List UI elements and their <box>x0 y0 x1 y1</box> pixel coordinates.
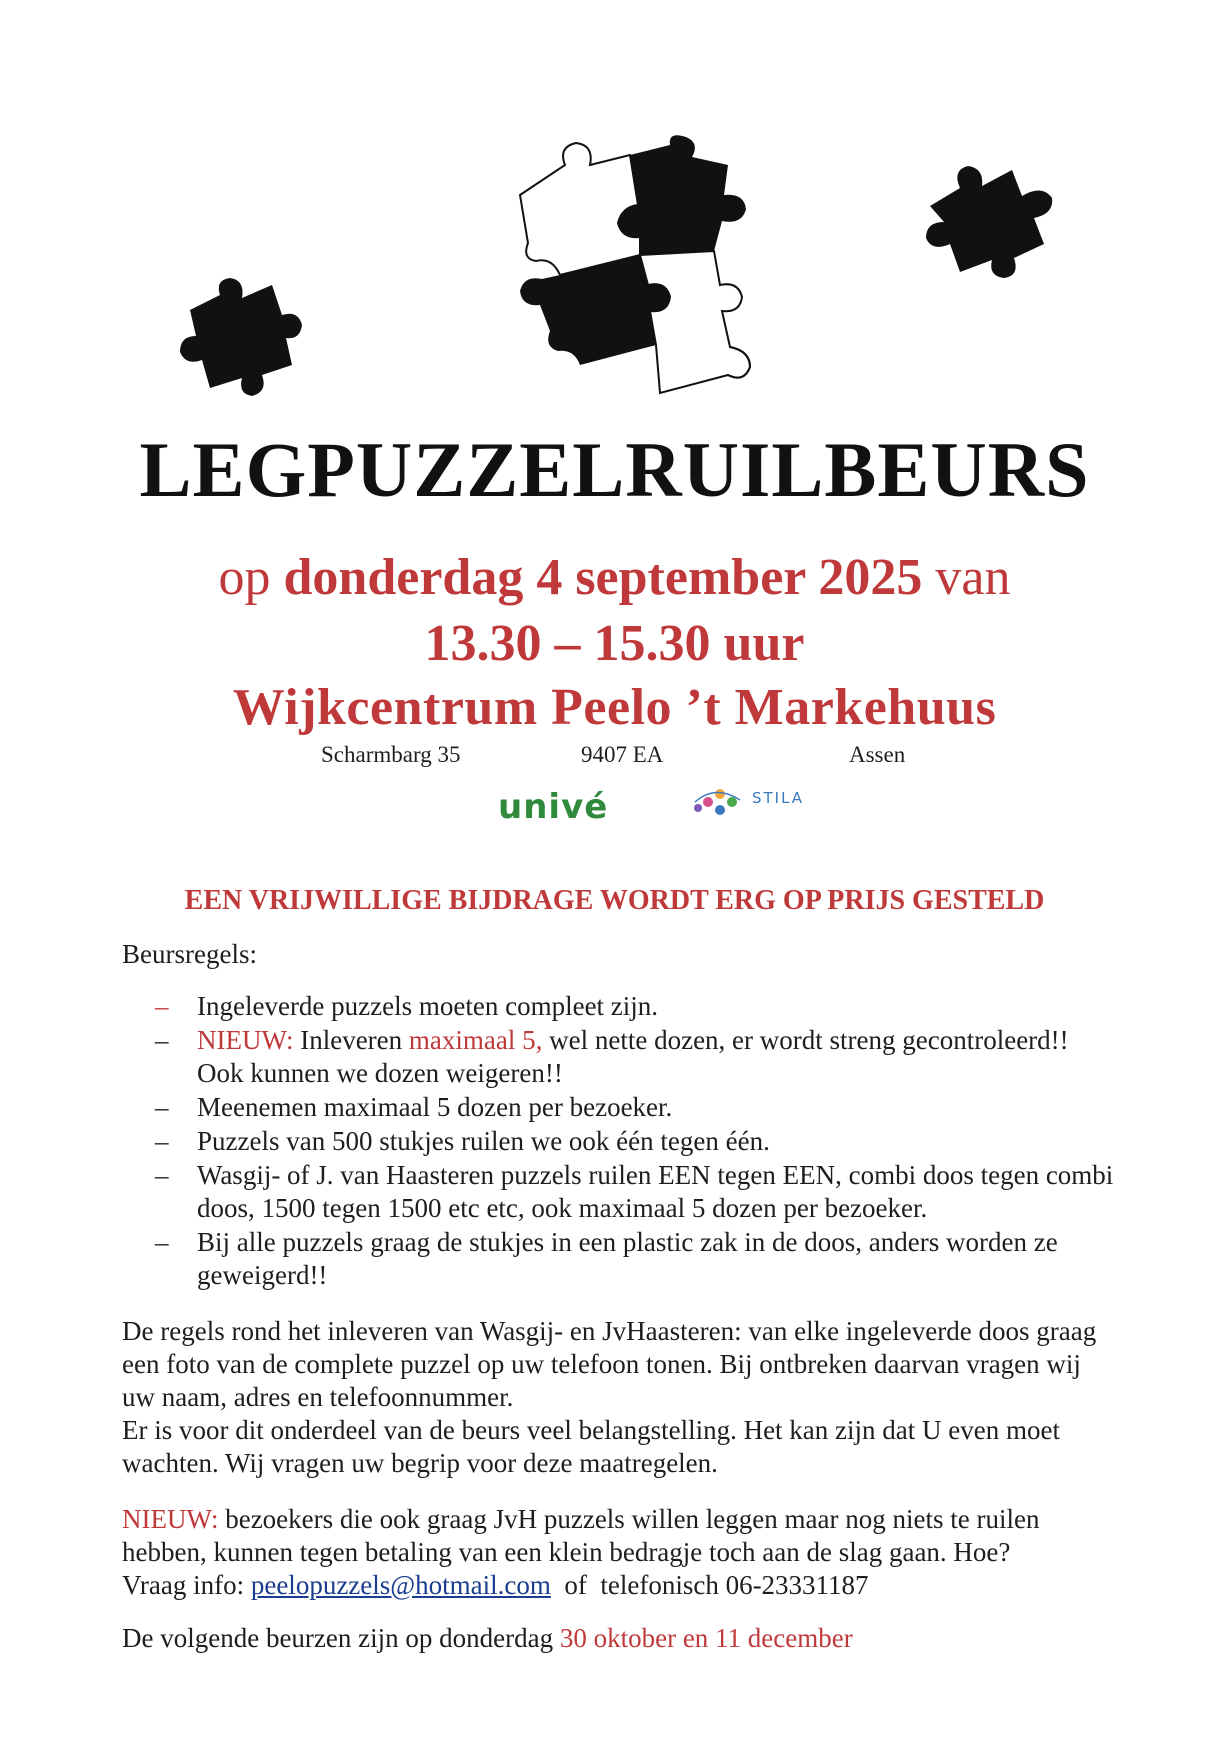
unive-logo: univé <box>498 787 609 827</box>
puzzle-cluster-icon <box>500 135 780 400</box>
list-item: – Ingeleverde puzzels moeten compleet zijn. <box>155 991 659 1021</box>
date-line <box>0 548 1229 607</box>
date-pre: op <box>218 549 271 606</box>
rule-text: Wasgij- of J. van Haasteren puzzels ruilen EEN tegen EEN, combi doos tegen combi doos, 1500 tegen 1500 etc etc, ook maximaal 5 dozen per bezoeker. <box>197 1160 1114 1223</box>
rule-text: Puzzels van 500 stukjes ruilen we ook één tegen één. <box>197 1126 770 1156</box>
rule-text: Meenemen maximaal 5 dozen per bezoeker. <box>197 1092 673 1122</box>
next-fairs <box>122 1622 853 1655</box>
next-fairs-dates: 30 oktober en 11 december <box>559 1623 853 1653</box>
address-city: Assen <box>849 742 906 767</box>
paragraph-waiting: Er is voor dit onderdeel van de beurs veel belangstelling. Het kan zijn dat U even moet wachten. Wij vragen uw begrip voor deze maatregelen. <box>122 1415 1060 1478</box>
puzzle-piece-icon <box>912 148 1082 288</box>
rule-new-label: NIEUW: <box>197 1025 294 1055</box>
info-label: Vraag info: <box>122 1570 251 1600</box>
list-item: – Meenemen maximaal 5 dozen per bezoeker. <box>155 1092 673 1122</box>
stila-logo <box>690 782 820 827</box>
paragraph-text: bezoekers die ook graag JvH puzzels willen leggen maar nog niets te ruilen hebben, kunnen tegen betaling van een klein bedragje toch aan de slag gaan. Hoe? <box>122 1504 1040 1567</box>
address-street: Scharmbarg 35 <box>321 742 461 767</box>
email-link[interactable]: peelopuzzels@hotmail.com <box>250 1570 551 1600</box>
phone-text: of telefonisch 06-23331187 <box>550 1570 869 1600</box>
stila-wordmark: STILA <box>752 789 805 807</box>
donation-banner: EEN VRIJWILLIGE BIJDRAGE WORDT ERG OP PRIJS GESTELD <box>184 885 1045 916</box>
rule-highlight: maximaal 5, <box>408 1025 543 1055</box>
rule-text: Bij alle puzzels graag de stukjes in een plastic zak in de doos, anders worden ze geweigerd!! <box>197 1227 1058 1290</box>
list-item: – NIEUW: Inleveren maximaal 5, wel nette dozen, er wordt streng gecontroleerd!! Ook kunnen we dozen weigeren!! <box>155 1025 1069 1088</box>
rule-text: Ingeleverde puzzels moeten compleet zijn. <box>197 991 659 1021</box>
new-label: NIEUW: <box>122 1504 219 1534</box>
next-fairs-text: De volgende beurzen zijn op donderdag <box>122 1623 560 1653</box>
list-item: – Puzzels van 500 stukjes ruilen we ook één tegen één. <box>155 1126 770 1156</box>
rule-text: wel nette dozen, er wordt streng gecontroleerd!! Ook kunnen we dozen weigeren!! <box>197 1025 1069 1088</box>
paragraph-rules-wasgij: De regels rond het inleveren van Wasgij- en JvHaasteren: van elke ingeleverde doos graag een foto van de complete puzzel op uw telefoon tonen. Bij ontbreken daarvan vragen wij uw naam, adres en telefoonnummer. <box>122 1316 1097 1412</box>
rules-heading: Beursregels: <box>122 939 257 969</box>
venue-name: Wijkcentrum Peelo ’t Markehuus <box>232 679 997 736</box>
list-item: – Bij alle puzzels graag de stukjes in een plastic zak in de doos, anders worden ze geweigerd!! <box>155 1227 1058 1290</box>
rules-list <box>155 990 1115 1293</box>
rule-text: Inleveren <box>293 1025 409 1055</box>
puzzle-piece-icon <box>150 270 320 420</box>
list-item: – Wasgij- of J. van Haasteren puzzels ruilen EEN tegen EEN, combi doos tegen combi doos, 1500 tegen 1500 etc etc, ook maximaal 5 dozen per bezoeker. <box>155 1160 1114 1223</box>
date-post: van <box>935 549 1011 606</box>
event-date: donderdag 4 september 2025 <box>283 549 923 606</box>
page-title: LEGPUZZELRUILBEURS <box>139 426 1090 513</box>
event-time: 13.30 – 15.30 uur <box>424 615 805 672</box>
address-postcode: 9407 EA <box>581 742 664 767</box>
paragraph-new-visitors <box>122 1503 1117 1602</box>
